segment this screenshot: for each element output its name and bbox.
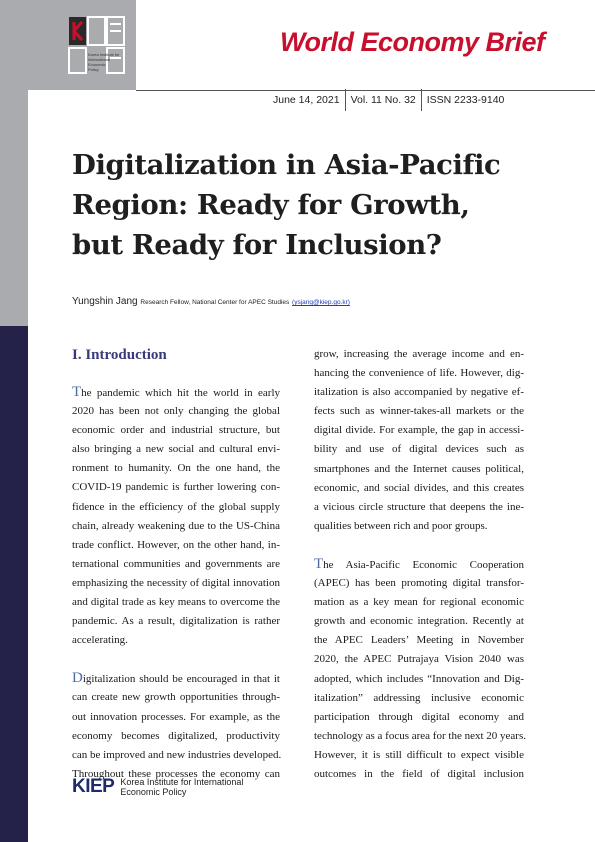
text-line: also bringing a new social and cultural envi-: [72, 443, 280, 456]
text-line: can create new growth opportunities through-: [72, 691, 280, 704]
text-line: italization” addressing inclusive economic: [314, 691, 524, 704]
text-line: outcomes in the field of digital inclusion: [314, 767, 524, 780]
text-line: can be improved and new industries developed.: [72, 748, 282, 761]
logo-text-line-3: Economic: [88, 62, 106, 67]
institute-name-line-1: Korea Institute for International: [120, 777, 244, 787]
text-line: (APEC) has been promoting digital transfor-: [314, 577, 524, 590]
text-line: qualities between rich and poor groups.: [314, 519, 488, 532]
logo-text-line-4: Policy: [88, 67, 99, 72]
text-line: However, it is still difficult to expect visible: [314, 748, 524, 761]
text-line: participation through digital economy and: [314, 710, 524, 723]
author-email-link[interactable]: (ysjang@kiep.go.kr): [292, 299, 350, 306]
text-line: economic order and industrial structure, but: [72, 424, 280, 437]
text-line: mation as a key mean for regional economic: [314, 596, 524, 609]
title-line: Region: Ready for Growth,: [72, 189, 470, 221]
text-line: smartphones and the Internet causes political,: [314, 462, 524, 475]
text-line: accelerating.: [72, 634, 128, 647]
text-line: 2020, the APEC Putrajaya Vision 2040 was: [314, 653, 524, 666]
issue-volume: Vol. 11 No. 32: [350, 94, 416, 106]
text-line: and digital trade as key means to overcome the: [72, 596, 280, 609]
kiep-wordmark: KIEP: [72, 776, 115, 797]
logo-text-line-1: Korea Institute for: [88, 52, 120, 57]
text-line: COVID-19 pandemic is further lowering con-: [72, 481, 280, 494]
text-line: a vicious circle structure that deepens the ine-: [314, 500, 524, 513]
text-line: 2020 has been not only changing the global: [72, 405, 280, 418]
article-title: [72, 145, 552, 265]
text-line: Throughout these processes the economy can: [72, 767, 280, 780]
kiep-emblem-logo: [66, 14, 128, 76]
text-line: growth and economic integration. Recently at: [314, 615, 524, 628]
text-line: economic, and social divides, and this creates: [314, 481, 524, 494]
issue-issn: ISSN 2233-9140: [426, 94, 505, 106]
text-line: technology as a focus area for the next 20 years.: [314, 729, 526, 742]
drop-cap: D: [72, 670, 83, 687]
text-line: chain, already weakening due to the US-China: [72, 519, 280, 532]
drop-cap: T: [314, 555, 324, 572]
text-line: ronment to humanity. On the one hand, the: [72, 462, 280, 475]
text-line: hancing the convenience of life. However, dig-: [314, 367, 524, 380]
left-column: [72, 383, 280, 784]
text-line: the APEC Leaders’ Meeting in November: [314, 634, 524, 647]
right-column: [314, 345, 524, 784]
text-line: Digitalization should be encouraged in that it: [72, 670, 280, 687]
logo-text-line-2: International: [88, 57, 111, 62]
text-line: emphasizing the necessity of digital innovation: [72, 576, 280, 589]
publication-title: World Economy Brief: [280, 27, 545, 57]
issue-date: June 14, 2021: [273, 94, 340, 106]
text-line: pandemic. As a result, digitalization is rather: [72, 615, 280, 628]
text-line: digital divide. For example, the gap in accessi-: [314, 424, 524, 437]
text-line: ternational communities and governments are: [72, 557, 280, 570]
left-navy-band: [0, 326, 28, 842]
left-gray-band: [0, 90, 28, 326]
drop-cap: T: [72, 384, 82, 400]
text-line: fidence in the efficiency of the global supply: [72, 500, 280, 513]
text-line: adopted, which includes “Innovation and Dig-: [314, 672, 524, 685]
author-affiliation: Research Fellow, National Center for APEC Studies: [140, 299, 290, 306]
issue-info: [268, 90, 509, 110]
text-line: The Asia-Pacific Economic Cooperation: [314, 555, 524, 572]
text-line: fects such as winner-takes-all markets or the: [314, 405, 524, 418]
text-line: out innovation processes. For example, as the: [72, 710, 280, 723]
title-line: Digitalization in Asia-Pacific: [72, 149, 501, 181]
text-line: grow, increasing the average income and en-: [314, 348, 524, 360]
footer-institute-logo: [72, 776, 243, 798]
author-name: Yungshin Jang: [72, 296, 138, 307]
institute-name: [120, 777, 243, 797]
text-line: The pandemic which hit the world in early: [72, 384, 280, 400]
title-line: but Ready for Inclusion?: [72, 229, 442, 261]
author-byline: [72, 296, 350, 307]
text-line: italization is also accompanied by negative ef-: [314, 386, 524, 399]
section-heading: I. Introduction: [72, 347, 167, 363]
text-line: bility and use of digital devices such as: [314, 443, 524, 456]
text-line: trade conflict. However, on the other hand, in-: [72, 538, 280, 551]
text-line: economy becomes digitalized, productivity: [72, 729, 280, 742]
institute-name-line-2: Economic Policy: [120, 787, 187, 797]
